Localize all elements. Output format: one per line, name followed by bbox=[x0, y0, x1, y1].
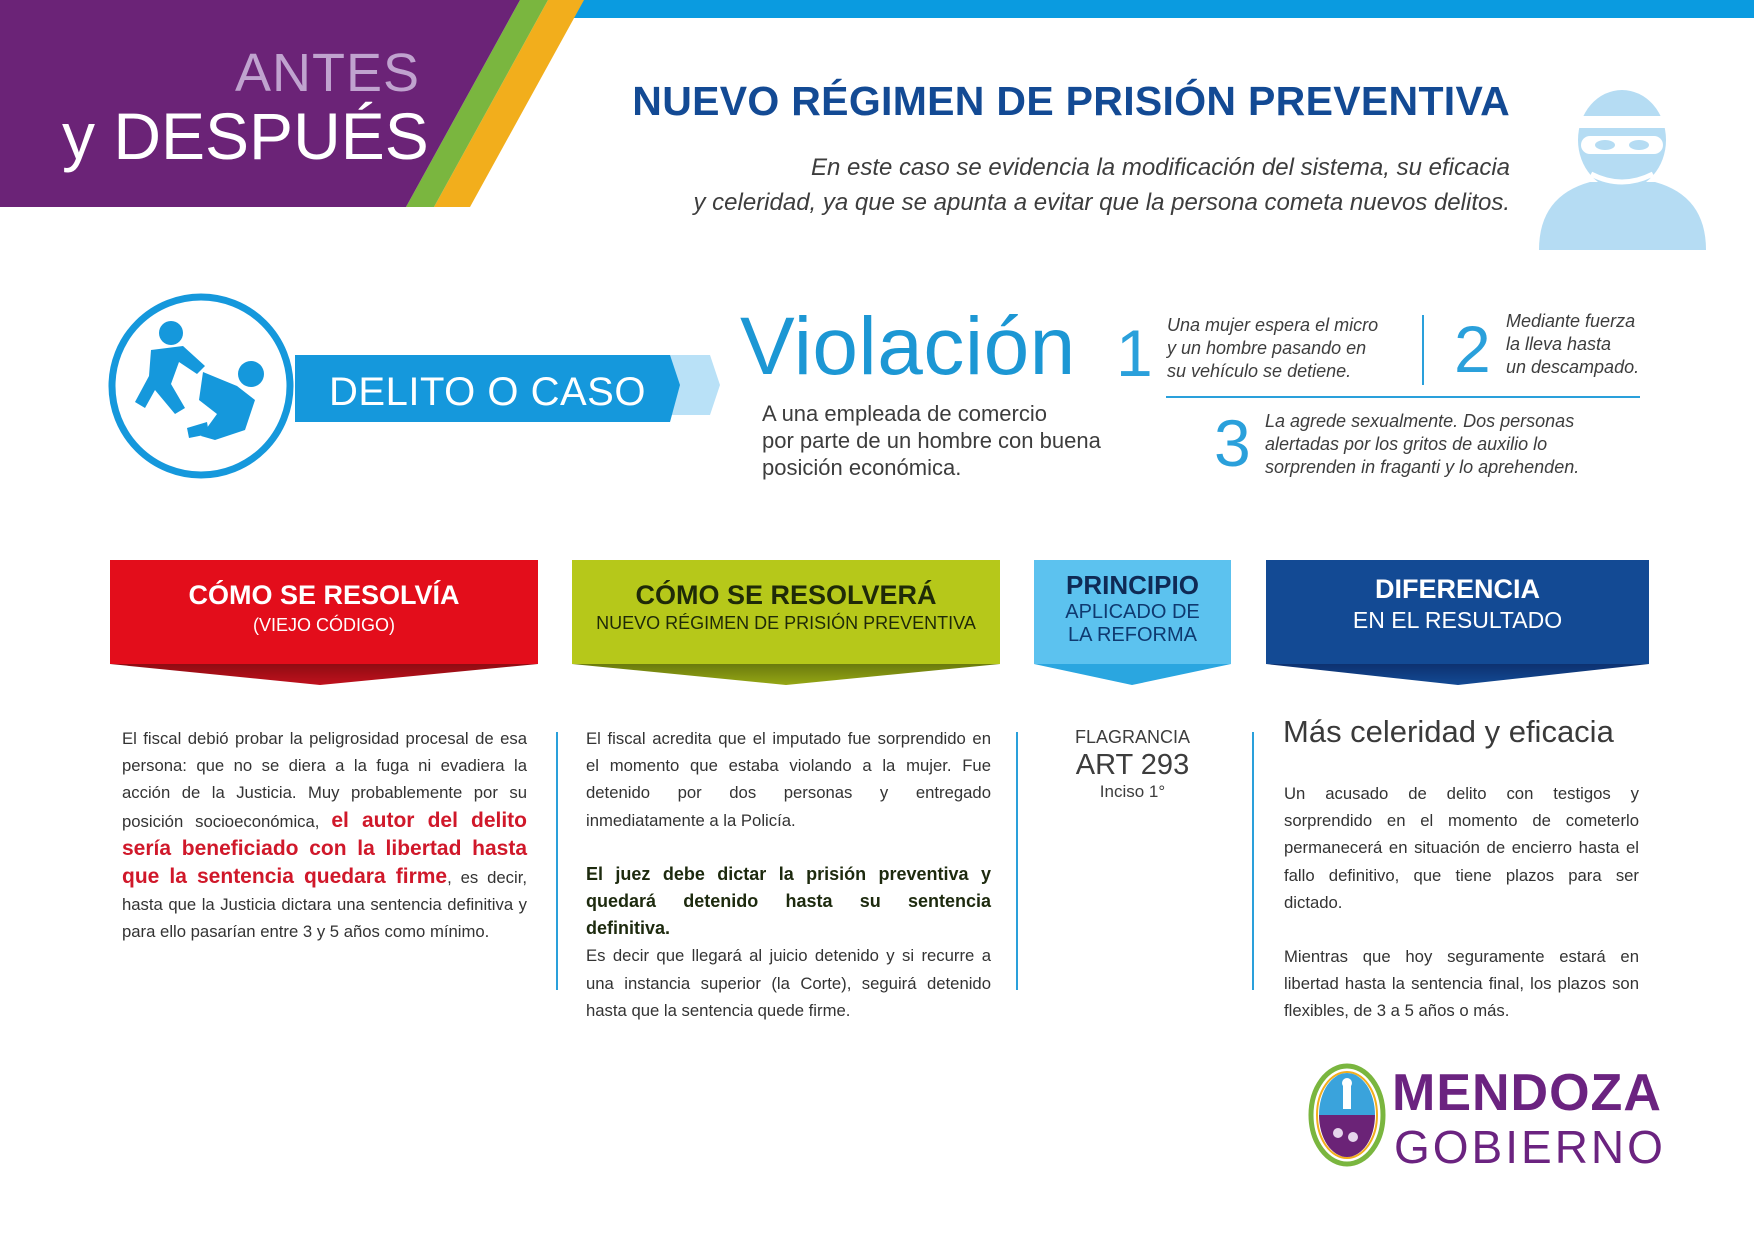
new-regime-bold: El juez debe dictar la prisión preventiva y quedará detenido hasta su sentencia definitiva. bbox=[586, 863, 991, 939]
crime-desc-line: por parte de un hombre con buena bbox=[762, 428, 1101, 453]
step-number: 3 bbox=[1214, 406, 1251, 480]
old-code-header bbox=[110, 580, 538, 636]
principle-subtitle-line: APLICADO DE bbox=[1065, 601, 1200, 623]
principle-header bbox=[1034, 570, 1231, 647]
column-divider bbox=[1016, 732, 1018, 990]
inciso-label: Inciso 1° bbox=[1099, 782, 1166, 801]
logo-gobierno: GOBIERNO bbox=[1394, 1121, 1666, 1173]
crime-desc-line: posición económica. bbox=[762, 455, 962, 480]
step-line: un descampado. bbox=[1506, 357, 1640, 377]
difference-title: DIFERENCIA bbox=[1374, 574, 1540, 604]
new-regime-title: CÓMO SE RESOLVERÁ bbox=[635, 580, 937, 610]
page-subtitle bbox=[600, 150, 1510, 220]
old-code-text-part: El fiscal debió probar la peligrosidad procesal de esa persona: que no se diera a la fuga ni evadiera la acción de la Justicia. Muy probablemente por su posición socioeconómica, bbox=[122, 729, 527, 831]
mendoza-shield-icon bbox=[1308, 1063, 1386, 1167]
difference-paragraph: Un acusado de delito con testigos y sorprendido en el momento de cometerlo permanecerá en situación de encierro hasta el fallo definitivo, que tiene plazos para ser dictado. bbox=[1284, 784, 1639, 912]
step-line: la lleva hasta bbox=[1506, 334, 1612, 354]
new-regime-paragraph: El fiscal acredita que el imputado fue sorprendido en el momento que estaba violando a la mujer. Fue detenido por dos personas y entregado inmediatamente a la Policía. bbox=[586, 729, 991, 830]
old-code-subtitle: (VIEJO CÓDIGO) bbox=[252, 615, 395, 635]
step-divider bbox=[1166, 396, 1640, 398]
article-number: ART 293 bbox=[1075, 749, 1190, 781]
column-divider bbox=[1252, 732, 1254, 990]
step-line: Mediante fuerza bbox=[1506, 311, 1636, 331]
page-title: NUEVO RÉGIMEN DE PRISIÓN PREVENTIVA bbox=[632, 78, 1510, 124]
case-label: DELITO O CASO bbox=[329, 370, 646, 414]
step-number: 1 bbox=[1116, 316, 1153, 390]
difference-paragraph: Mientras que hoy seguramente estará en libertad hasta la sentencia final, los plazos son flexibles, de 3 a 5 años o más. bbox=[1284, 947, 1639, 1021]
despues-label: y DESPUÉS bbox=[62, 99, 429, 173]
difference-header bbox=[1266, 574, 1649, 634]
step-divider bbox=[1422, 315, 1424, 385]
step-line: su vehículo se detiene. bbox=[1167, 361, 1352, 381]
step-line: sorprenden in fraganti y lo aprehenden. bbox=[1265, 457, 1580, 477]
old-code-highlight: el autor del delito sería beneficiado con la libertad hasta que la sentencia quedara firme bbox=[122, 808, 528, 889]
new-regime-header bbox=[572, 580, 1000, 634]
crime-desc-line: A una empleada de comercio bbox=[762, 401, 1047, 426]
column-divider bbox=[556, 732, 558, 990]
old-code-title: CÓMO SE RESOLVÍA bbox=[188, 580, 460, 610]
old-code-text-part: , es decir, hasta que la Justicia dictara una sentencia definitiva y para ello pasarían entre 3 y 5 años como mínimo. bbox=[122, 868, 528, 942]
principle-title: PRINCIPIO bbox=[1066, 570, 1199, 600]
step-line: y un hombre pasando en bbox=[1167, 338, 1367, 358]
new-regime-subtitle: NUEVO RÉGIMEN DE PRISIÓN PREVENTIVA bbox=[596, 613, 976, 633]
crime-description bbox=[762, 400, 1112, 481]
step-line: alertadas por los gritos de auxilio lo bbox=[1265, 434, 1548, 454]
step-line: La agrede sexualmente. Dos personas bbox=[1265, 411, 1575, 431]
logo-mendoza: MENDOZA bbox=[1392, 1064, 1662, 1122]
step-line: Una mujer espera el micro bbox=[1167, 315, 1379, 335]
top-blue-stripe bbox=[560, 0, 1754, 18]
masked-person-icon bbox=[1535, 78, 1710, 253]
crime-title: Violación bbox=[740, 301, 1076, 392]
subtitle-line: En este caso se evidencia la modificación del sistema, su eficacia bbox=[810, 154, 1510, 181]
old-code-text bbox=[122, 725, 527, 946]
difference-subtitle: EN EL RESULTADO bbox=[1352, 607, 1563, 633]
step-text bbox=[1167, 314, 1407, 383]
step-text bbox=[1506, 310, 1666, 379]
new-regime-text bbox=[586, 725, 991, 1024]
subtitle-line: y celeridad, ya que se apunta a evitar que la persona cometa nuevos delitos. bbox=[693, 189, 1510, 216]
principle-subtitle-line: LA REFORMA bbox=[1068, 624, 1197, 646]
flagrancia-label: FLAGRANCIA bbox=[1074, 727, 1191, 747]
step-number: 2 bbox=[1454, 312, 1491, 386]
principle-content bbox=[1034, 727, 1231, 802]
step-text bbox=[1265, 410, 1645, 479]
new-regime-paragraph: Es decir que llegará al juicio detenido y si recurre a una instancia superior (la Corte), seguirá detenido hasta que la sentencia quede firme. bbox=[586, 946, 991, 1020]
difference-headline: Más celeridad y eficacia bbox=[1283, 714, 1614, 749]
antes-label: ANTES bbox=[234, 43, 420, 103]
difference-text bbox=[1284, 780, 1639, 1025]
